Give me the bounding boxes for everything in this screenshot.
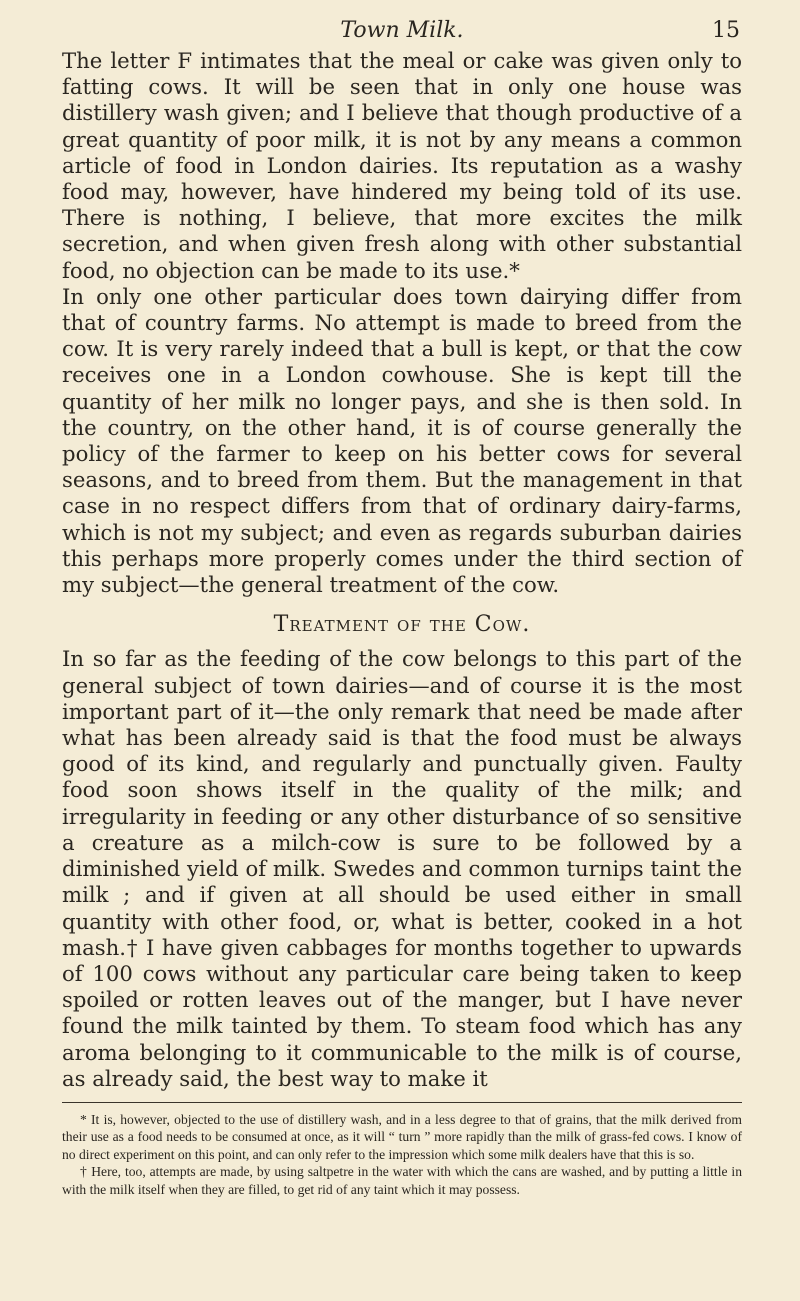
footnotes [62, 1111, 742, 1198]
paragraph: In only one other particular does town dairying differ from that of country farms. No attempt is made to breed from the cow. It is very rarely indeed that a bull is kept, or that the cow receives one in a London cowhouse. She is kept till the quantity of her milk no longer pays, and she is then sold. In the country, on the other hand, it is of course generally the policy of the farmer to keep on his better cows for several seasons, and to breed from them. But the management in that case in no respect differs from that of ordinary dairy-farms, which is not my subject; and even as regards suburban dairies this perhaps more properly comes under the third section of my subject—the general treatment of the cow. [62, 283, 742, 598]
footnote: † Here, too, attempts are made, by using saltpetre in the water with which the cans are washed, and by putting a little in with the milk itself when they are filled, to get rid of any taint which it may possess. [62, 1164, 742, 1197]
body-text [62, 48, 742, 1092]
footnote: * It is, however, objected to the use of distillery wash, and in a less degree to that of grains, that the milk derived from their use as a food needs to be consumed at once, as it will “ turn ” more rapidly than the milk of grass-fed cows. I know of no direct experiment on this point, and can only refer to the impression which some milk dealers have that this is so. [62, 1111, 742, 1162]
footnote-divider [62, 1102, 742, 1103]
section-heading: Treatment of the Cow. [273, 612, 531, 638]
paragraph: In so far as the feeding of the cow belongs to this part of the general subject of town dairies—and of course it is the most important part of it—the only remark that need be made after what has been already said is that the food must be always good of its kind, and regularly and punctually given. Faulty food soon shows itself in the quality of the milk; and irregularity in feeding or any other disturbance of so sensitive a creature as a milch-cow is sure to be followed by a diminished yield of milk. Swedes and common turnips taint the milk ; and if given at all should be used either in small quantity with other food, or, what is better, cooked in a hot mash.† I have given cabbages for months together to upwards of 100 cows without any particular care being taken to keep spoiled or rotten leaves out of the manger, but I have never found the milk tainted by them. To steam food which has any aroma belonging to it communicable to the milk is of course, as already said, the best way to make it [62, 646, 742, 1091]
running-head [62, 14, 742, 48]
paragraph: The letter F intimates that the meal or cake was given only to fatting cows. It will be seen that in only one house was distillery wash given; and I believe that though productive of a great quantity of poor milk, it is not by any means a common article of food in London dairies. Its reputation as a washy food may, however, have hindered my being told of its use. There is nothing, I believe, that more excites the milk secretion, and when given fresh along with other substantial food, no objection can be made to its use.* [62, 48, 742, 283]
running-title: Town Milk. [340, 18, 464, 43]
page-number: 15 [712, 18, 740, 43]
